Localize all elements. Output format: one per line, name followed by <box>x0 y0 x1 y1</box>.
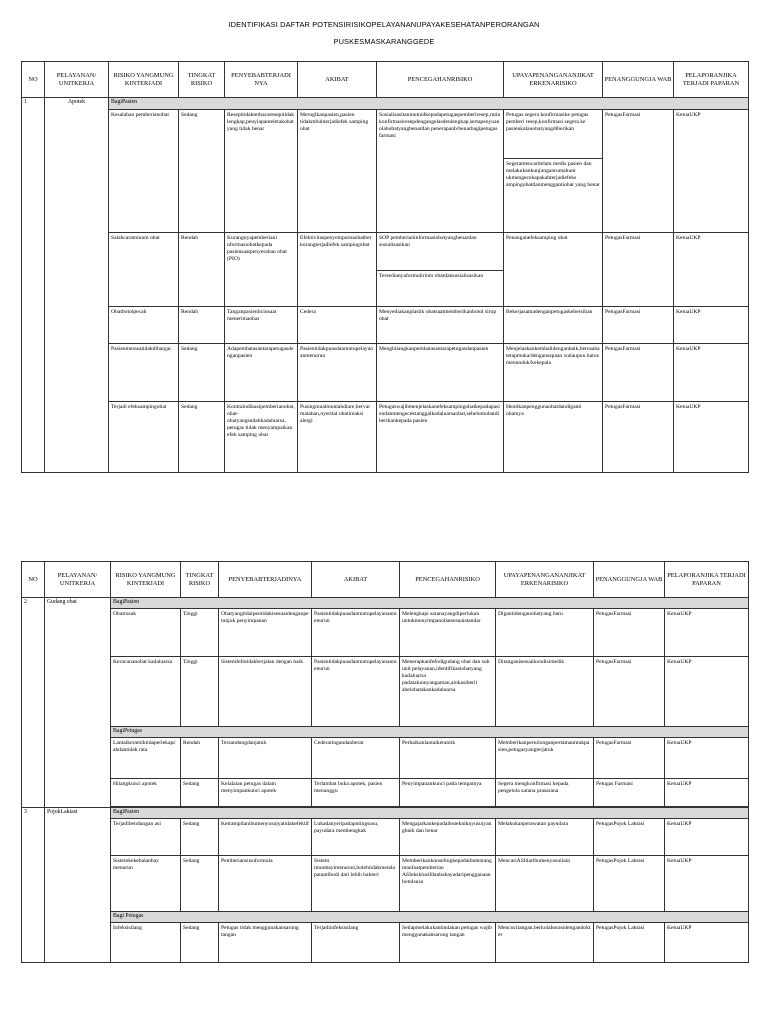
header-pic: PENANGGUNGJA WAB <box>594 562 665 598</box>
effect-cell: Pasientidakpuasdanmutupelayananmenurun <box>312 657 400 727</box>
report-cell: KetuaUKP <box>665 923 749 963</box>
header-no: NO <box>22 62 45 98</box>
document-subtitle: PUSKESMASKARANGGEDE <box>333 37 435 46</box>
unit-name: PojokLaktasi <box>45 808 111 963</box>
risk-cell: Keracunanobat kadaluarsa <box>111 657 181 727</box>
handling-cell: Segeramencaritelam medis pasien dan melakukankunjunganrumahunt ukmengecekapakahterjadiefeks ampingobatdanmenggantiobat yang benar <box>504 159 603 233</box>
risk-table-page-2 <box>21 561 749 963</box>
risk-table-page-1 <box>21 61 749 473</box>
unit-name: Gudang obat <box>45 598 111 808</box>
cause-cell: Kelalaian petugas dalam menyimpankunci apotek <box>219 779 312 807</box>
risk-cell: Obatbotolpecah <box>109 307 179 344</box>
group-label: BagiPasien <box>109 98 749 110</box>
prevention-cell: Menghilangkanpembatasantarapetugasdanpasien <box>377 344 504 402</box>
handling-cell: Hentikanpenggunaobatdandiganti obatnya <box>504 402 603 473</box>
header-level: TINGKAT RISIKO <box>179 62 225 98</box>
header-risk: RISIKO YANGMUNG KINTERJADI <box>109 62 179 98</box>
header-report: PELAPORANJIKA TERJADI PAPARAN <box>665 562 749 598</box>
risk-cell: Obatrusak <box>111 609 181 657</box>
effect-cell: Terlambat buka apotek, pasien menunggu <box>312 779 400 807</box>
level-cell: Rendah <box>181 738 219 779</box>
pic-cell: PetugasFarmasi <box>603 402 674 473</box>
report-cell: KetuaUKP <box>674 110 749 233</box>
document-title: IDENTIFIKASI DAFTAR POTENSIRISIKOPELAYANANUPAYAKESEHATANPERORANGAN <box>228 20 540 29</box>
pic-cell: PetugasPojok Laktasi <box>594 923 665 963</box>
cause-cell: Pemberiansusuformula <box>219 856 312 912</box>
cause-cell: Petugas tidak menggunakansarung tangan <box>219 923 312 963</box>
report-cell: KetuaUKP <box>665 738 749 779</box>
handling-cell: Penanganefeksamping obat <box>504 233 603 307</box>
risk-cell: Pasienmerasatidakdihargai <box>109 344 179 402</box>
level-cell: Sedang <box>179 344 225 402</box>
effect-cell: Pusingmualmuntahdiare,bervarmatahan,nyerital ubatireaksi alergi <box>298 402 377 473</box>
header-no: NO <box>22 562 45 598</box>
prevention-cell: Penyimpanankunci pada tempatnya <box>400 779 496 807</box>
group-label: BagiPasien <box>111 598 749 609</box>
pic-cell: PetugasFarmasi <box>603 110 674 233</box>
report-cell: KetuaUKP <box>665 819 749 856</box>
level-cell: Sedang <box>181 819 219 856</box>
level-cell: Rendah <box>179 307 225 344</box>
pic-cell: PetugasFarmasi <box>594 609 665 657</box>
group-label: Bagi Petugas <box>111 912 749 923</box>
prevention-cell: Setiapmelakukantindakan petugas wajib menggunakansarung tangan <box>400 923 496 963</box>
handling-cell: Menjelaskankembalidenganbaik,berusahatetapmuka/dengansapaan walaupun harus menunduk/kekepala <box>504 344 603 402</box>
header-unit: PELAYANAN/ UNITKERJA <box>45 62 109 98</box>
effect-cell: Meruglkanpasien,pasien tidakmbuhterjadiefek samping obat <box>298 110 377 233</box>
cause-cell: Obatyangtidaipentidakisesuaidenganpetunjuk penyimpanan <box>219 609 312 657</box>
group-label: BagiPetugas <box>111 727 749 738</box>
pic-cell: PetugasFarmasi <box>603 233 674 307</box>
risk-cell: Lantaikeramiktidaperlekapcahdantidak rata <box>111 738 181 779</box>
handling-cell: Digantidenganobatyang baru <box>496 609 594 657</box>
cause-cell: Resepitidakterbacaresepitidaklengkap,penyiapanteletakobat yang tidak benar <box>225 110 298 233</box>
prevention-cell: Petugaswajibmenjelaskanefeksampingobatkepadapasiendanmengecektanggalkadaluarsaobat,sebelumobatdiberikankepada pasien <box>377 402 504 473</box>
report-cell: KetuaUKP <box>665 657 749 727</box>
row-number: 2 <box>22 598 45 808</box>
prevention-cell: Memberikankonselingkepadaibutentangmanfaatpemberian ASIeksklusifdanbahayadaripengganaanbotolsusu <box>400 856 496 912</box>
handling-cell: Segera mengkonfirmasi kepada pengelola sarana prasarana <box>496 779 594 807</box>
cause-cell: Adapembatasantarapetugasdenganpasien <box>225 344 298 402</box>
level-cell: Sedang <box>181 923 219 963</box>
header-effect: AKIBAT <box>312 562 400 598</box>
pic-cell: PetugasFarmasi <box>603 344 674 402</box>
effect-cell: Pasientidakpuasdanmutupelayananmenurun <box>312 609 400 657</box>
effect-cell: Lukadanyeripadaputingsusu, payudara membengkak <box>312 819 400 856</box>
risk-cell: Salahcaraminum obat <box>109 233 179 307</box>
group-label: BagiPasien <box>111 808 749 819</box>
cause-cell: Kurangnyapemberiani nformasiobatkepada pasiensaatpenyerahan obat (PIO) <box>225 233 298 307</box>
report-cell: KetuaUKP <box>665 856 749 912</box>
cause-cell: Kontraindikasipemberianobat,obat-obatyangsudahkadaluarsa, petugas tidak menyampaikan efek samping obat <box>225 402 298 473</box>
report-cell: KetuaUKP <box>665 779 749 807</box>
header-handling: UPAYAPENANGANANJIKAT ERKENARISIKO <box>504 62 603 98</box>
header-handling: UPAYAPENANGANANJIKAT ERKENARISIKO <box>496 562 594 598</box>
level-cell: Sedang <box>179 402 225 473</box>
prevention-cell: Tersedianyaformulirinm obatdansosialisasikan <box>377 271 504 307</box>
report-cell: KetuaUKP <box>674 344 749 402</box>
risk-cell: Infeksisilang <box>111 923 181 963</box>
header-prevention: PENCEGAHANRISIKO <box>377 62 504 98</box>
risk-cell: Terjadi efeksampingobat <box>109 402 179 473</box>
prevention-cell: Melengkapi saranayangdiperlukan untukmenyimpanobatsesuaistandar <box>400 609 496 657</box>
risk-cell: Terjadibendungan asi <box>111 819 181 856</box>
report-cell: KetuaUKP <box>665 609 749 657</box>
row-number: 3 <box>22 808 45 963</box>
effect-cell: Sistem imunbayimenurun,bolehtidakmendapatantibodi dari lebih bakteri <box>312 856 400 912</box>
header-unit: PELAYANAN/ UNITKERJA <box>45 562 111 598</box>
handling-cell: Melakukanperawatan payudara <box>496 819 594 856</box>
cause-cell: Ketrampilanibumenyusuiyatidakefektif <box>219 819 312 856</box>
effect-cell: Cedera <box>298 307 377 344</box>
report-cell: KetuaUKP <box>674 307 749 344</box>
handling-cell: Petugas segera konfirmasike petugas pemberi resep,konfirmasi segera ke pasienkalauobatyangdiberikan <box>504 110 603 159</box>
cause-cell: Tersandungdanjatuh <box>219 738 312 779</box>
prevention-cell: Perbaikanlantaikeramik <box>400 738 496 779</box>
effect-cell: Efektivitaspenyempurnaobatberkurangterjadiefek sampingobat <box>298 233 377 307</box>
unit-name: Apotek <box>45 98 109 473</box>
effect-cell: Cederaringandanberat <box>312 738 400 779</box>
pic-cell: PetugasFarmasi <box>594 738 665 779</box>
pic-cell: PetugasFarmasi <box>603 307 674 344</box>
header-pic: PENANGGUNGJA WAB <box>603 62 674 98</box>
prevention-cell: Menerapkanfefodigudang obat dan sub unit pelayanan,identifikasiobatyang kadaluarsa padatalunnyangaman,alokasiberil abelobatakankadaluarsa <box>400 657 496 727</box>
pic-cell: PetugasPojok Laktasi <box>594 819 665 856</box>
prevention-cell: SOP pemberianinformasiobatyangbenardan sosialisasikan <box>377 233 504 271</box>
risk-cell: Kesalahan pemberianobat <box>109 110 179 233</box>
level-cell: Tinggi <box>181 657 219 727</box>
header-cause: PENYEBABTERJADI NYA <box>225 62 298 98</box>
handling-cell: Ditanganisesuaikondisimedik <box>496 657 594 727</box>
pic-cell: PetugasPojok Laktasi <box>594 856 665 912</box>
report-cell: KetuaUKP <box>674 233 749 307</box>
report-cell: KetuaUKP <box>674 402 749 473</box>
cause-cell: Tanganpasienlicinsaat menerimaobat <box>225 307 298 344</box>
header-prevention: PENCEGAHANRISIKO <box>400 562 496 598</box>
handling-cell: Bekerjasamadenganpetugaskebersihan <box>504 307 603 344</box>
header-cause: PENYEBABTERJADINYA <box>219 562 312 598</box>
prevention-cell: Mengajarkankepadaibutekniknyusuiyangbaik dan benar <box>400 819 496 856</box>
row-number: 1 <box>22 98 45 473</box>
header-risk: RISIKO YANGMUNG KINTERJADI <box>111 562 181 598</box>
level-cell: Tinggi <box>181 609 219 657</box>
header-effect: AKIBAT <box>298 62 377 98</box>
effect-cell: Terjadiinfeksisilang <box>312 923 400 963</box>
prevention-cell: Menyediakanplastik obatsaatmemberikanbotol sirup obat <box>377 307 504 344</box>
pic-cell: Petugas Farmasi <box>594 779 665 807</box>
level-cell: Rendah <box>179 233 225 307</box>
prevention-cell: Sosialisasitanmutnidkepadapetugaspemberiresep,rutinkonfirmasiresepdengangelasdenlengkap,sertapenyuanolahobatyangbenardan penerapanb/benarbagipetugas farmasi <box>377 110 504 233</box>
header-report: PELAPORANJIKA TERJADI PAPARAN <box>674 62 749 98</box>
handling-cell: MencariASIdaribumenyusuilain <box>496 856 594 912</box>
level-cell: Sedang <box>181 856 219 912</box>
cause-cell: Sistemfefotidakberjalan dengan baik <box>219 657 312 727</box>
level-cell: Sedang <box>181 779 219 807</box>
effect-cell: Pasientidakpuasdanmutupelayananmenurun <box>298 344 377 402</box>
level-cell: Sedang <box>179 110 225 233</box>
risk-cell: Hilangkunci apotek <box>111 779 181 807</box>
risk-cell: Sistemkekebalanbay menurun <box>111 856 181 912</box>
header-level: TINGKAT RISIKO <box>181 562 219 598</box>
pic-cell: PetugasFarmasi <box>594 657 665 727</box>
handling-cell: Mencucitangan,berkolaborasidengandokter <box>496 923 594 963</box>
handling-cell: Memberikanpertolonganpertamauntukpasien,petugasyangterjatuh <box>496 738 594 779</box>
